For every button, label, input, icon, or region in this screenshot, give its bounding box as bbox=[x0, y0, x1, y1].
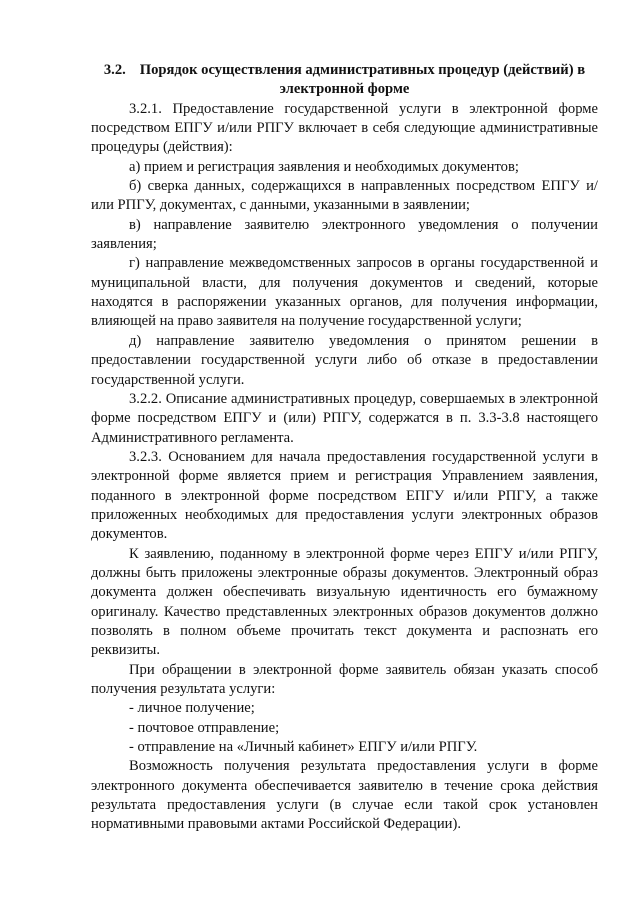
document-page bbox=[91, 61, 598, 835]
section-heading bbox=[91, 61, 598, 100]
paragraph-3-2-3: 3.2.3. Основанием для начала предоставления государственной услуги в электронной форме является прием и регистрация Управлением заявления, поданного в электронной форме посредством ЕПГУ и/или РПГУ, а также приложенных необходимых для предоставления услуги электронных образов документов. bbox=[91, 448, 598, 543]
list-item-g: г) направление межведомственных запросов в органы государственной и муниципальной власти, для получения документов и сведений, которые находятся в распоряжении указанных органов, для получения информации, влияющей на право заявителя на получение государственной услуги; bbox=[91, 255, 598, 330]
section-title: Порядок осуществления административных процедур (действий) в электронной форме bbox=[139, 62, 586, 98]
section-number: 3.2. bbox=[103, 62, 126, 78]
paragraph-result-method: При обращении в электронной форме заявитель обязан указать способ получения результата услуги: bbox=[91, 661, 598, 697]
paragraph-3-2-2: 3.2.2. Описание административных процедур, совершаемых в электронной форме посредством ЕПГУ и (или) РПГУ, содержатся в п. 3.3-3.8 настоящего Административного регламента. bbox=[91, 390, 598, 446]
paragraph-attachments: К заявлению, поданному в электронной форме через ЕПГУ и/или РПГУ, должны быть приложены электронные образы документов. Электронный образ документа должен обеспечивать визуальную идентичность его бумажному оригиналу. Качество представленных электронных образов документов должно позволять в полном объеме прочитать текст документа и распознать его реквизиты. bbox=[91, 545, 598, 659]
result-option-mail: - почтовое отправление; bbox=[129, 719, 280, 736]
list-item-a: а) прием и регистрация заявления и необходимых документов; bbox=[129, 158, 519, 175]
list-item-v: в) направление заявителю электронного уведомления о получении заявления; bbox=[91, 216, 598, 253]
paragraph-electronic-result: Возможность получения результата предоставления услуги в форме электронного документа обеспечивается заявителю в течение срока действия результата предоставления услуги (в случае если такой срок установлен нормативными правовыми актами Российской Федерации). bbox=[91, 758, 598, 833]
paragraph-3-2-1: 3.2.1. Предоставление государственной услуги в электронной форме посредством ЕПГУ и/или РПГУ включает в себя следующие административные процедуры (действия): bbox=[91, 100, 598, 156]
list-item-d: д) направление заявителю уведомления о принятом решении в предоставлении государственной услуги либо об отказе в предоставлении государственной услуги. bbox=[91, 332, 598, 388]
result-option-cabinet: - отправление на «Личный кабинет» ЕПГУ и/или РПГУ. bbox=[129, 739, 478, 756]
list-item-b: б) сверка данных, содержащихся в направленных посредством ЕПГУ и/или РПГУ, документах, с данными, указанными в заявлении; bbox=[91, 178, 598, 214]
result-option-personal: - личное получение; bbox=[129, 700, 255, 717]
